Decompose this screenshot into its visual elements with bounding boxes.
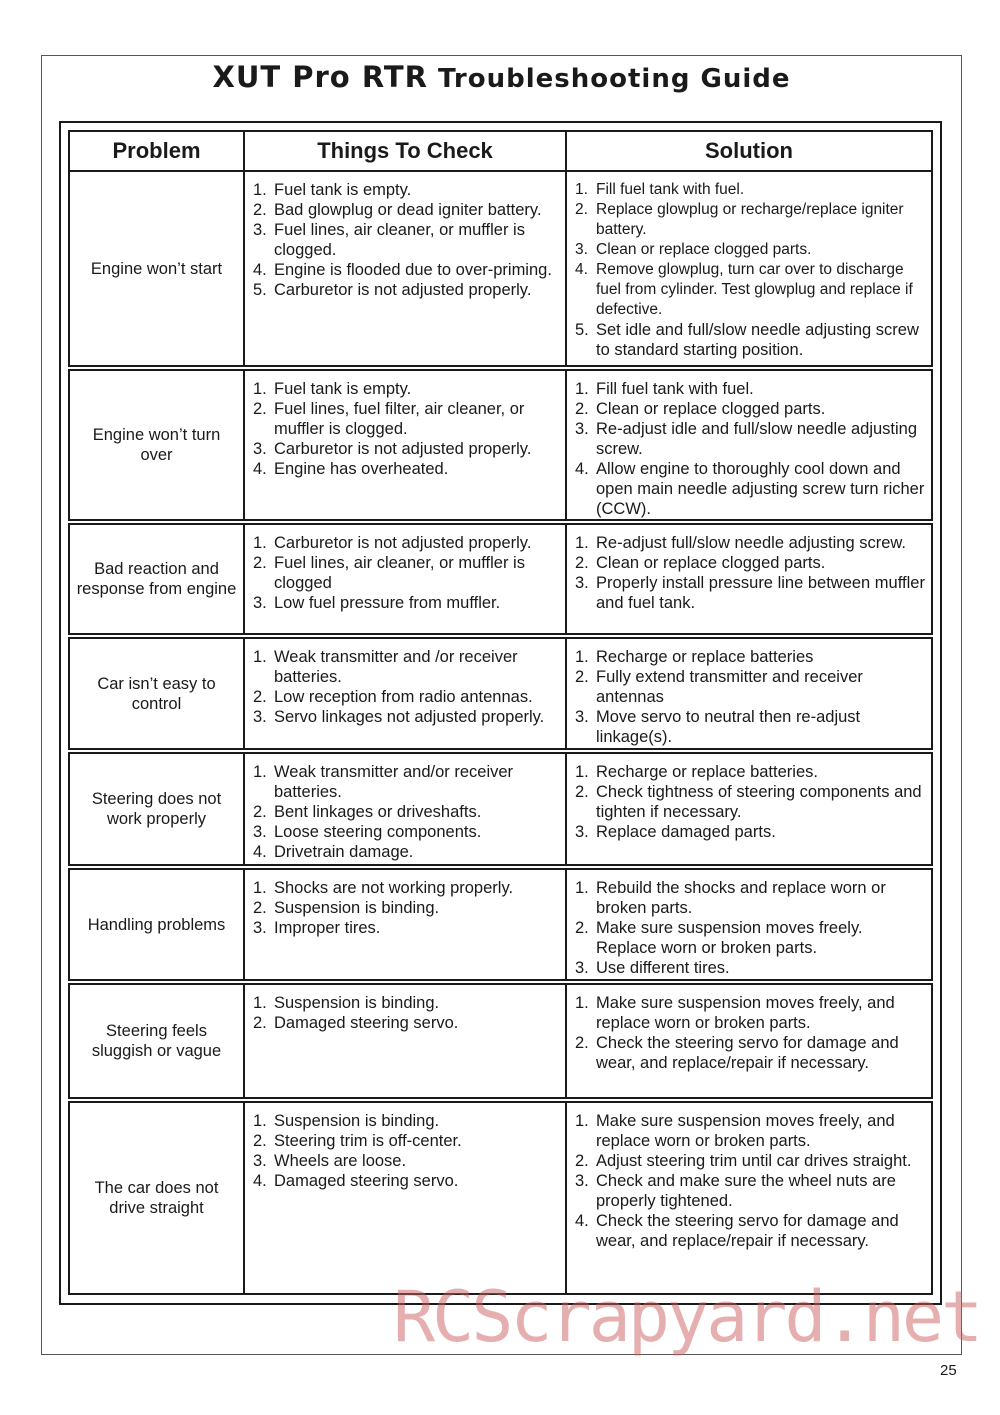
table-row (68, 1101, 933, 1295)
page-title (41, 60, 962, 94)
checks-cell (245, 639, 567, 748)
list-item: 3. Improper tires. (253, 919, 381, 937)
solutions-cell (567, 985, 931, 1097)
problem-cell: Steering does not work properly (70, 754, 245, 864)
list-item: 1. Fuel tank is empty. (253, 380, 412, 398)
list-item: 4. Allow engine to thoroughly cool down and open main needle adjusting screw turn richer (CCW). (575, 460, 925, 518)
list-item: 2. Clean or replace clogged parts. (575, 400, 826, 418)
list-item: 3. Fuel lines, air cleaner, or muffler is clogged. (253, 221, 525, 259)
list-item: 2. Clean or replace clogged parts. (575, 554, 826, 572)
checks-list (253, 1111, 561, 1191)
solutions-cell (567, 870, 931, 979)
solutions-cell (567, 754, 931, 864)
list-item: 4. Damaged steering servo. (253, 1172, 459, 1190)
page-number: 25 (940, 1362, 957, 1379)
checks-cell (245, 371, 567, 519)
list-item: 2. Suspension is binding. (253, 899, 440, 917)
list-item: 1. Rebuild the shocks and replace worn or broken parts. (575, 879, 886, 917)
list-item: 2. Adjust steering trim until car drives straight. (575, 1152, 912, 1170)
checks-list (253, 180, 561, 300)
list-item: 1. Suspension is binding. (253, 1112, 440, 1130)
list-item: 3. Move servo to neutral then re-adjust linkage(s). (575, 708, 861, 746)
list-item: 1. Make sure suspension moves freely, and replace worn or broken parts. (575, 994, 895, 1032)
table-header-row (68, 130, 933, 172)
solutions-cell (567, 371, 931, 519)
checks-cell (245, 525, 567, 633)
list-item: 3. Loose steering components. (253, 823, 482, 841)
list-item: 1. Weak transmitter and/or receiver batteries. (253, 763, 514, 801)
list-item: 4. Engine is flooded due to over-priming. (253, 261, 552, 279)
problem-cell: Engine won’t start (70, 172, 245, 365)
list-item: 1. Fuel tank is empty. (253, 181, 412, 199)
list-item: 4. Check the steering servo for damage and wear, and replace/repair if necessary. (575, 1212, 899, 1250)
problem-cell: Handling problems (70, 870, 245, 979)
list-item: 5. Carburetor is not adjusted properly. (253, 281, 532, 299)
solutions-list (575, 533, 927, 613)
checks-list (253, 533, 561, 613)
checks-list (253, 762, 561, 862)
problem-cell: The car does not drive straight (70, 1103, 245, 1293)
watermark: RCScrapyard.net (393, 1276, 981, 1358)
solutions-cell (567, 525, 931, 633)
problem-cell: Engine won’t turn over (70, 371, 245, 519)
list-item: 2. Make sure suspension moves freely. Replace worn or broken parts. (575, 919, 863, 957)
solutions-list (575, 647, 927, 747)
list-item: 3. Wheels are loose. (253, 1152, 407, 1170)
checks-list (253, 379, 561, 479)
list-item: 3. Carburetor is not adjusted properly. (253, 440, 532, 458)
list-item: 4. Remove glowplug, turn car over to discharge fuel from cylinder. Test glowplug and replace if defective. (575, 261, 913, 318)
header-things-to-check: Things To Check (245, 132, 567, 170)
list-item: 1. Make sure suspension moves freely, and replace worn or broken parts. (575, 1112, 895, 1150)
list-item: 2. Bad glowplug or dead igniter battery. (253, 201, 542, 219)
solutions-cell (567, 639, 931, 748)
list-item: 1. Shocks are not working properly. (253, 879, 514, 897)
list-item: 3. Properly install pressure line between muffler and fuel tank. (575, 574, 925, 612)
list-item: 3. Check and make sure the wheel nuts are properly tightened. (575, 1172, 896, 1210)
problem-cell: Car isn’t easy to control (70, 639, 245, 748)
list-item: 5. Set idle and full/slow needle adjusting screw to standard starting position. (575, 321, 919, 359)
list-item: 1. Fill fuel tank with fuel. (575, 380, 754, 398)
checks-cell (245, 754, 567, 864)
solutions-list (575, 878, 927, 978)
title-sub: Troubleshooting Guide (438, 64, 791, 94)
list-item: 2. Fuel lines, air cleaner, or muffler is clogged (253, 554, 525, 592)
solutions-list (575, 993, 927, 1073)
header-solution: Solution (705, 138, 793, 163)
list-item: 1. Recharge or replace batteries. (575, 763, 818, 781)
title-main: XUT Pro RTR (212, 60, 428, 94)
checks-cell (245, 985, 567, 1097)
list-item: 1. Re-adjust full/slow needle adjusting screw. (575, 534, 906, 552)
table-row (68, 369, 933, 521)
solutions-cell (567, 172, 931, 365)
list-item: 2. Steering trim is off-center. (253, 1132, 462, 1150)
checks-cell (245, 172, 567, 365)
list-item: 4. Engine has overheated. (253, 460, 449, 478)
checks-list (253, 647, 561, 727)
list-item: 4. Drivetrain damage. (253, 843, 414, 861)
problem-cell: Bad reaction and response from engine (70, 525, 245, 633)
solutions-list (575, 180, 927, 360)
checks-cell (245, 1103, 567, 1293)
solutions-list (575, 1111, 927, 1251)
table-row (68, 523, 933, 635)
list-item: 2. Fuel lines, fuel filter, air cleaner, or muffler is clogged. (253, 400, 525, 438)
solutions-list (575, 762, 927, 842)
list-item: 2. Fully extend transmitter and receiver antennas (575, 668, 863, 706)
header-problem: Problem (70, 132, 245, 170)
list-item: 3. Servo linkages not adjusted properly. (253, 708, 545, 726)
list-item: 2. Bent linkages or driveshafts. (253, 803, 482, 821)
checks-list (253, 878, 561, 938)
checks-list (253, 993, 561, 1033)
list-item: 3. Replace damaged parts. (575, 823, 776, 841)
table-row (68, 637, 933, 750)
table-row (68, 868, 933, 981)
table-row (68, 170, 933, 367)
checks-cell (245, 870, 567, 979)
list-item: 1. Weak transmitter and /or receiver batteries. (253, 648, 518, 686)
list-item: 2. Replace glowplug or recharge/replace igniter battery. (575, 201, 904, 238)
list-item: 3. Use different tires. (575, 959, 730, 977)
list-item: 1. Carburetor is not adjusted properly. (253, 534, 532, 552)
table-row (68, 983, 933, 1099)
problem-cell: Steering feels sluggish or vague (70, 985, 245, 1097)
list-item: 2. Damaged steering servo. (253, 1014, 459, 1032)
list-item: 2. Check tightness of steering components and tighten if necessary. (575, 783, 922, 821)
list-item: 3. Low fuel pressure from muffler. (253, 594, 501, 612)
table-row (68, 752, 933, 866)
list-item: 1. Fill fuel tank with fuel. (575, 181, 745, 198)
list-item: 1. Suspension is binding. (253, 994, 440, 1012)
list-item: 1. Recharge or replace batteries (575, 648, 814, 666)
list-item: 3. Re-adjust idle and full/slow needle adjusting screw. (575, 420, 918, 458)
list-item: 2. Check the steering servo for damage and wear, and replace/repair if necessary. (575, 1034, 899, 1072)
solutions-list (575, 379, 927, 519)
list-item: 3. Clean or replace clogged parts. (575, 241, 812, 258)
solutions-cell (567, 1103, 931, 1293)
list-item: 2. Low reception from radio antennas. (253, 688, 533, 706)
